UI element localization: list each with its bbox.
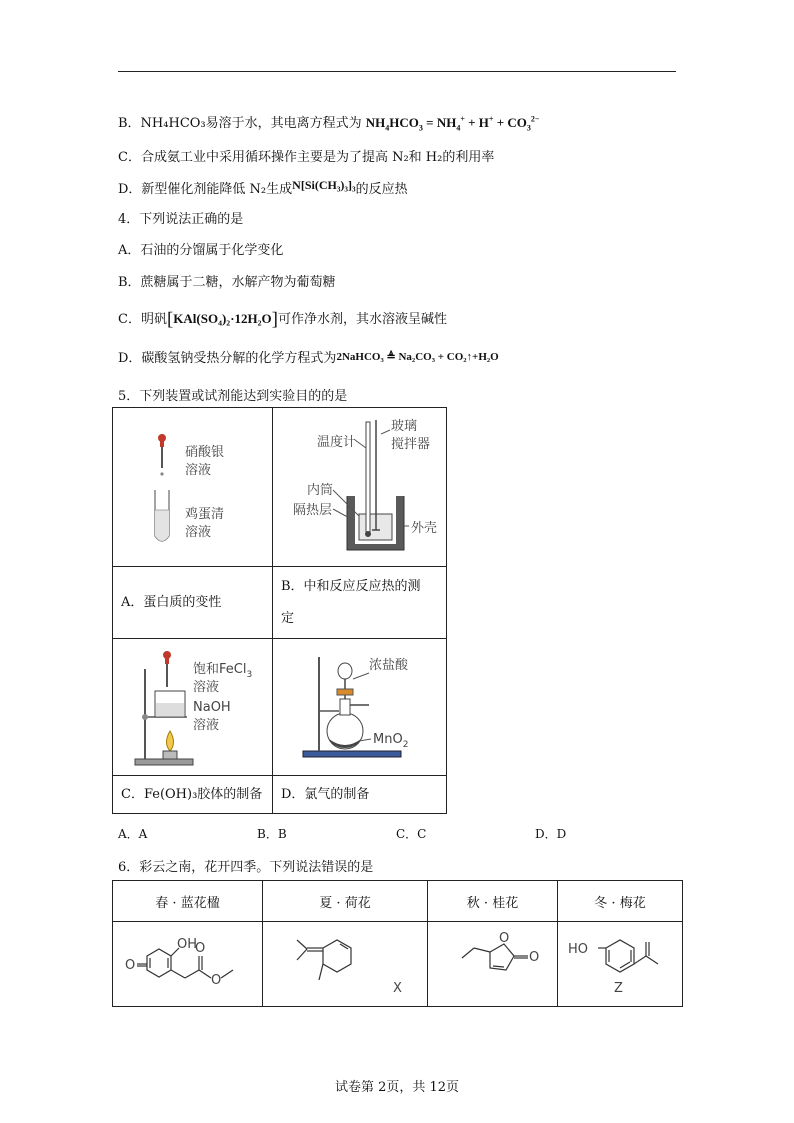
page-footer: 试卷第 2页，共 12页 bbox=[334, 1080, 460, 1095]
fig-b-cell bbox=[273, 408, 447, 567]
q6-stem: 6．彩云之南，花开四季。下列说法错误的是 bbox=[118, 860, 374, 875]
fig-a-cell bbox=[113, 408, 273, 567]
q4-option-d bbox=[118, 347, 499, 366]
q5-choice-c: C．C bbox=[396, 827, 427, 841]
fig-d-cell bbox=[273, 639, 447, 776]
q6-header-spring: 春 · 蓝花楹 bbox=[113, 881, 263, 922]
q4-option-b: B．蔗糖属于二糖，水解产物为葡萄糖 bbox=[118, 275, 336, 290]
q6-spring-oh: OH bbox=[177, 937, 198, 952]
q3-option-d-formula: N[Si(CH₃)₃]₃ bbox=[292, 178, 356, 192]
q4-option-a: A．石油的分馏属于化学变化 bbox=[118, 243, 284, 258]
fig-a-label-2: 溶液 bbox=[185, 463, 212, 478]
fig-d-chlorine-prep bbox=[273, 639, 446, 775]
q4-stem: 4．下列说法正确的是 bbox=[118, 212, 244, 227]
q3-option-d bbox=[118, 178, 408, 197]
fig-b-label-3: 搅拌器 bbox=[391, 437, 431, 452]
q6-mol-summer-cell bbox=[263, 922, 428, 1007]
fig-b-label-6: 外壳 bbox=[411, 521, 438, 536]
cap-b bbox=[273, 567, 447, 639]
q6-mol-summer bbox=[263, 922, 427, 1006]
fig-b-label-2: 玻璃 bbox=[391, 419, 418, 434]
q6-mol-spring bbox=[113, 922, 262, 1006]
q6-header-summer: 夏 · 荷花 bbox=[263, 881, 428, 922]
cap-b-line-2: 定 bbox=[281, 610, 295, 626]
q3-option-b bbox=[118, 112, 539, 133]
q6-header-winter: 冬 · 梅花 bbox=[558, 881, 683, 922]
fig-b-label-1: 温度计 bbox=[317, 435, 357, 450]
q6-mol-spring-cell bbox=[113, 922, 263, 1007]
fig-a-label-3: 鸡蛋清 bbox=[185, 507, 225, 522]
q3-option-b-text: B．NH₄HCO₃易溶于水，其电离方程式为 bbox=[118, 116, 362, 131]
fig-b-calorimeter bbox=[273, 408, 446, 566]
q3-option-c: C．合成氨工业中采用循环操作主要是为了提高 N₂和 H₂的利用率 bbox=[118, 150, 495, 165]
q6-spring-o1: O bbox=[125, 958, 136, 973]
fig-c-label-2: 溶液 bbox=[193, 680, 220, 695]
q5-choice-b: B．B bbox=[257, 827, 287, 841]
fig-c-colloid-prep bbox=[113, 639, 272, 775]
q6-mol-winter-cell bbox=[558, 922, 683, 1007]
q4-option-d-text: D．碳酸氢钠受热分解的化学方程式为 bbox=[118, 351, 337, 366]
q3-option-b-formula: $NH_4HCO_3 = NH_4^+ + H^+ + CO_3^{2-}$ bbox=[365, 114, 540, 133]
cap-c: C．Fe(OH)₃胶体的制备 bbox=[113, 776, 273, 814]
q6-mol-winter bbox=[558, 922, 682, 1006]
fig-b-label-5: 隔热层 bbox=[293, 503, 333, 518]
fig-c-label-1: 饱和FeCl$_3$ bbox=[193, 662, 253, 680]
fig-d-label-1: 浓盐酸 bbox=[369, 658, 409, 673]
q6-flower-table bbox=[112, 880, 683, 1007]
header-rule bbox=[118, 71, 676, 72]
fig-a-label-4: 溶液 bbox=[185, 525, 212, 540]
fig-c-cell bbox=[113, 639, 273, 776]
q5-choice-a: A．A bbox=[118, 827, 148, 841]
fig-d-label-2: MnO$_2$ bbox=[373, 732, 409, 750]
q5-apparatus-table bbox=[112, 407, 447, 814]
q6-label-z: Z bbox=[614, 981, 623, 996]
q6-autumn-o4: O bbox=[499, 931, 510, 946]
q6-spring-o2: O bbox=[195, 941, 206, 956]
q3-option-d-text-a: D．新型催化剂能降低 N₂生成 bbox=[118, 182, 293, 197]
q4-option-c bbox=[118, 308, 447, 331]
cap-d: D．氯气的制备 bbox=[273, 776, 447, 814]
fig-a-label-1: 硝酸银 bbox=[185, 445, 225, 460]
q5-choice-d: D．D bbox=[535, 827, 567, 841]
q4-option-c-text-a: C．明矾 bbox=[118, 312, 167, 327]
cap-a: A．蛋白质的变性 bbox=[113, 567, 273, 639]
fig-c-label-3: NaOH bbox=[193, 700, 231, 715]
q6-autumn-o5: O bbox=[529, 950, 540, 965]
q5-stem: 5．下列装置或试剂能达到实验目的的是 bbox=[118, 389, 348, 404]
fig-b-label-4: 内筒 bbox=[307, 483, 334, 498]
q3-option-d-text-b: 的反应热 bbox=[355, 182, 408, 197]
q6-label-x: X bbox=[393, 981, 402, 996]
fig-a-protein-test bbox=[113, 408, 272, 566]
q6-mol-autumn bbox=[428, 922, 557, 1006]
q4-option-c-formula: [KAl(SO₄)₂·12H₂O] bbox=[166, 309, 278, 330]
q6-spring-o3: O bbox=[211, 973, 222, 988]
q6-winter-ho: HO bbox=[568, 942, 589, 957]
cap-b-line-1: B．中和反应反应热的测 bbox=[281, 578, 421, 594]
q4-option-c-text-b: 可作净水剂，其水溶液呈碱性 bbox=[277, 312, 447, 327]
fig-c-label-4: 溶液 bbox=[193, 718, 220, 733]
q6-header-autumn: 秋 · 桂花 bbox=[428, 881, 558, 922]
q4-option-d-formula: 2NaHCO₃ ≜ Na₂CO₃ + CO₂↑+H₂O bbox=[336, 351, 499, 363]
q6-mol-autumn-cell bbox=[428, 922, 558, 1007]
